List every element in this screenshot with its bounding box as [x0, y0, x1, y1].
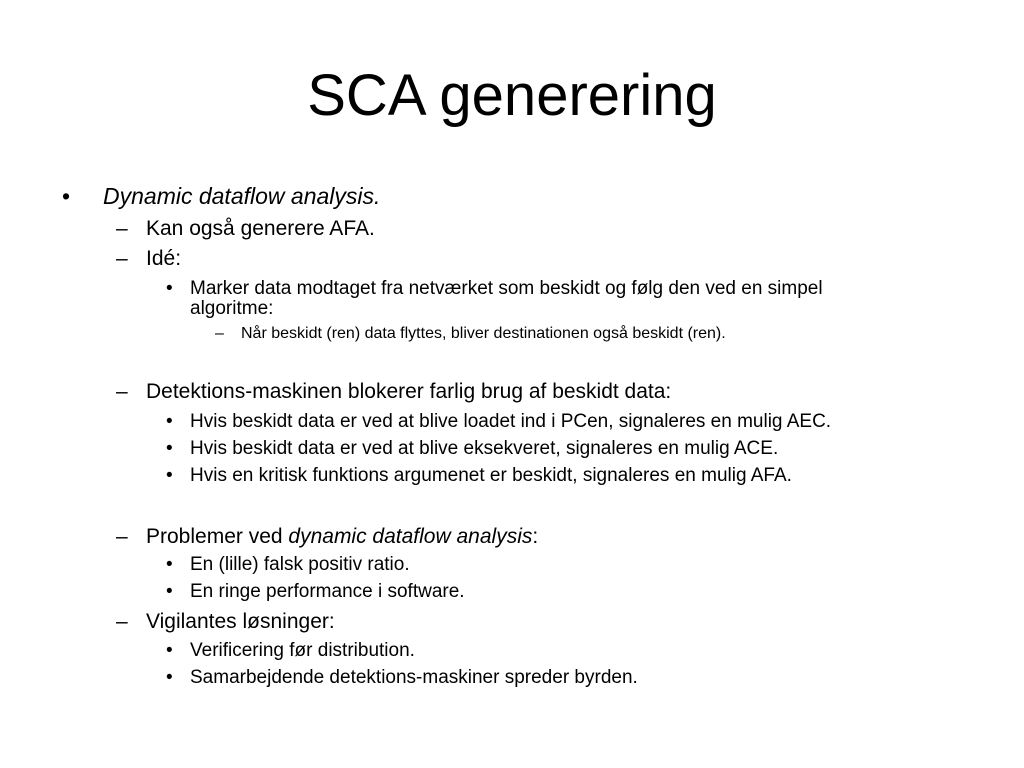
dot-marker: • [166, 581, 173, 602]
dot-marker: • [166, 278, 173, 299]
sub-ide: Idé: [146, 247, 182, 270]
sub-kan-ogsaa: Kan også generere AFA. [146, 217, 375, 240]
problemer-italic: dynamic dataflow analysis [288, 525, 533, 548]
problemer-item: En (lille) falsk positiv ratio. [190, 554, 410, 575]
dot-marker: • [166, 411, 173, 432]
vigilantes-item: Verificering før distribution. [190, 640, 415, 661]
sub-problemer [146, 525, 538, 549]
slide-title: SCA generering [307, 63, 717, 128]
marker-data-line-1: Marker data modtaget fra netværket som beskidt og følg den ved en simpel [190, 278, 823, 299]
sub-detektion: Detektions-maskinen blokerer farlig brug af beskidt data: [146, 380, 672, 403]
detektion-item: Hvis en kritisk funktions argumenet er beskidt, signaleres en mulig AFA. [190, 465, 792, 486]
dash-marker: – [116, 247, 128, 270]
dot-marker: • [166, 465, 173, 486]
vigilantes-item: Samarbejdende detektions-maskiner spreder byrden. [190, 667, 638, 688]
dash-marker: – [116, 380, 128, 403]
problemer-prefix: Problemer ved [146, 525, 289, 548]
dash-marker: – [116, 217, 128, 240]
sub-naar-beskidt: Når beskidt (ren) data flyttes, bliver destinationen også beskidt (ren). [241, 325, 726, 342]
detektion-item: Hvis beskidt data er ved at blive eksekveret, signaleres en mulig ACE. [190, 438, 779, 459]
problemer-suffix: : [532, 525, 539, 548]
bullet-text: Dynamic dataflow analysis. [103, 183, 381, 209]
dot-marker: • [166, 554, 173, 575]
sub-vigilantes: Vigilantes løsninger: [146, 610, 335, 633]
dot-marker: • [166, 438, 173, 459]
problemer-item: En ringe performance i software. [190, 581, 465, 602]
dot-marker: • [166, 640, 173, 661]
dash-marker: – [116, 610, 128, 633]
dash-marker: – [116, 525, 128, 548]
dash-marker: – [215, 325, 224, 342]
marker-data-line-2: algoritme: [190, 298, 274, 319]
bullet-marker: • [62, 183, 71, 209]
bullet-dynamic-dataflow [103, 183, 380, 209]
detektion-item: Hvis beskidt data er ved at blive loadet ind i PCen, signaleres en mulig AEC. [190, 411, 832, 432]
dot-marker: • [166, 667, 173, 688]
